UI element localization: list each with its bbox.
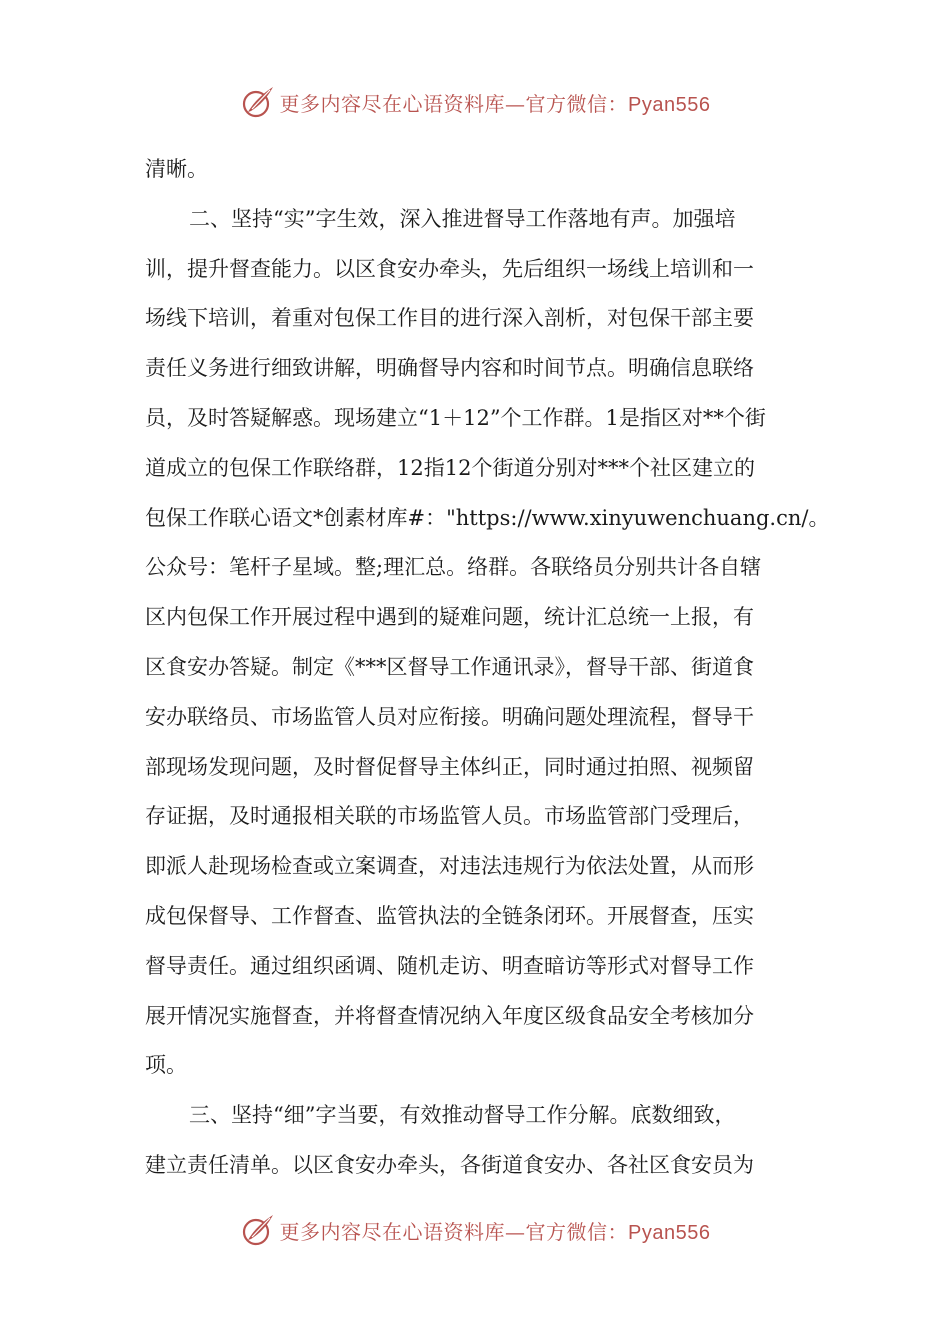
text-line: 道成立的包保工作联络群，12指12个街道分别对***个社区建立的 xyxy=(145,455,755,480)
text-line: 展开情况实施督查，并将督查情况纳入年度区级食品安全考核加分 xyxy=(145,1003,754,1028)
text-line: 场线下培训，着重对包保工作目的进行深入剖析，对包保干部主要 xyxy=(145,306,754,331)
text-line: 员，及时答疑解惑。现场建立“1＋12”个工作群。1是指区对**个街 xyxy=(145,405,766,430)
text-line: 安办联络员、市场监管人员对应衔接。明确问题处理流程，督导干 xyxy=(145,704,754,729)
text-line: 训，提升督查能力。以区食安办牵头，先后组织一场线上培训和一 xyxy=(145,256,754,281)
text-line: 责任义务进行细致讲解，明确督导内容和时间节点。明确信息联络 xyxy=(145,356,754,381)
text-line: 清晰。 xyxy=(145,157,208,181)
text-line: 区食安办答疑。制定《***区督导工作通讯录》，督导干部、街道食 xyxy=(145,654,754,679)
text-line: 项。 xyxy=(145,1053,187,1078)
banner-text: 更多内容尽在心语资料库—官方微信：Pyan556 xyxy=(279,1219,711,1244)
document-body xyxy=(145,145,830,1191)
text-line: 督导责任。通过组织函调、随机走访、明查暗访等形式对督导工作 xyxy=(145,953,754,978)
pen-feather-logo-icon xyxy=(240,1212,276,1248)
pen-feather-logo-icon xyxy=(240,84,276,120)
header-banner xyxy=(0,82,950,122)
wechat-id: Pyan556 xyxy=(628,93,711,116)
text-line: 区内包保工作开展过程中遇到的疑难问题，统计汇总统一上报，有 xyxy=(145,605,754,630)
text-line: 建立责任清单。以区食安办牵头，各街道食安办、各社区食安员为 xyxy=(145,1152,754,1177)
text-line: 公众号：笔杆子星域。整;理汇总。络群。各联络员分别共计各自辖 xyxy=(145,555,762,580)
text-line: 部现场发现问题，及时督促督导主体纠正，同时通过拍照、视频留 xyxy=(145,754,754,779)
text-line: 包保工作联心语文*创素材库#："https://www.xinyuwenchuang.cn/。 xyxy=(145,505,830,530)
text-line: 二、坚持“实”字生效，深入推进督导工作落地有声。加强培 xyxy=(189,206,736,231)
footer-banner xyxy=(0,1210,950,1250)
text-line: 三、坚持“细”字当要，有效推动督导工作分解。底数细致， xyxy=(189,1103,736,1128)
text-line: 成包保督导、工作督查、监管执法的全链条闭环。开展督查，压实 xyxy=(145,903,754,928)
banner-text: 更多内容尽在心语资料库—官方微信：Pyan556 xyxy=(279,91,711,116)
wechat-id: Pyan556 xyxy=(628,1221,711,1244)
text-line: 即派人赴现场检查或立案调查，对违法违规行为依法处置，从而形 xyxy=(145,854,754,879)
text-line: 存证据，及时通报相关联的市场监管人员。市场监管部门受理后， xyxy=(145,804,754,829)
